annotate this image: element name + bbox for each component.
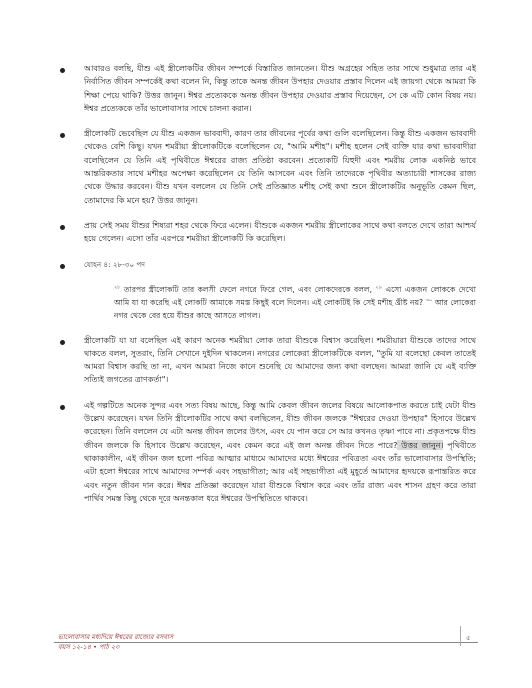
footer-title: ভালোবাসার মধ্যদিয়ে ঈশ্বরের রাজ্যের বসবাস <box>58 633 174 641</box>
verse-number: ৩০ <box>425 297 433 304</box>
answer-highlight: উত্তর জানুন। <box>397 439 444 450</box>
list-item <box>84 62 476 115</box>
list-item <box>84 258 476 322</box>
bullet-icon <box>60 225 65 230</box>
bullet-icon <box>60 405 65 410</box>
paragraph-3 <box>84 219 476 246</box>
paragraph-5 <box>84 399 476 505</box>
list-item <box>84 219 476 246</box>
paragraph-2 <box>84 127 476 207</box>
bullet-icon <box>60 133 65 138</box>
paragraph-text: আবারও বলছি, যীশু এই স্ত্রীলোকটির জীবন সম্পর্কে বিস্তারিত জানতেন। যীশু অগ্রহের সহিত তার সাথে শুধুমাত্র তার এই নির্বাসিত জীবন সম্পর্কেই কথা বলেন নি, কিন্তু তাকে অনন্ত জীবন উপহার দেওয়ার প্রস্তাব দিলেন এই জায়গা থেকে আমরা কি শিক্ষা পেয়ে থাকি? উত্তর জানুন। <box>84 63 476 100</box>
bullet-icon <box>60 68 65 73</box>
paragraph-text: এই গল্পটিতে অনেক সুন্দর এবং সত্য বিষয় আছে, কিন্তু আমি কেবল জীবন জলের বিষয়ে আলোকপাত করতে চাই যেটা যীশু উল্লেখ করেছেন। যখন তিনি স্ত্রীলোকটির সাথে কথা বলছিলেন, যীশু জীবন জলকে "ঈশ্বরের দেওয়া উপহার" হিসাবে উল্লেখ করেছেন। তিনি বললেন যে এটা অনন্ত জীবন জলের উৎস, এবং যে পান করে সে আর কখনও তৃষ্ণা পাবে না। প্রকৃতপক্ষে যীশু জীবন জলকে কি হিসাবে উল্লেখ করেছেন, এবং কেমন করে এই জল অনন্ত জীবন দিতে পারে? <box>84 399 476 450</box>
paragraph-answer: উত্তর জানুন। <box>154 194 198 205</box>
page-number: ৫ <box>466 634 471 642</box>
scripture-reference: যোহন ৪: ২৮-৩০ পদ <box>84 259 146 269</box>
list-item <box>84 399 476 505</box>
scripture-text: তারপর স্ত্রীলোকটি তার কলসী ফেলে নগরে ফিরে গেল, এবং লোকদেরকে বলল, <box>120 284 376 294</box>
list-item <box>84 334 476 387</box>
verse-number: ২৯ <box>375 284 382 291</box>
scripture-text: আর লোকেরা নগর থেকে বের হয়ে যীশুর কাছে আসতে লাগল। <box>114 297 477 320</box>
bullet-icon <box>60 264 65 269</box>
paragraph-answer: পৃথিবীতে থাকাকালীন, এই জীবন জল হলো পবিত্র আত্মার মাধ্যমে আমাদের মধ্যে ঈশ্বরের পবিত্রতা এবং তাঁর ভালোবাসার উপস্থিতি; এটা হলো ঈশ্বরের সাথে আমাদের সম্পর্ক এবং সহভাগীতা; আর এই সহভাগীতা এই মুহূর্তে আমাদের হৃদয়কে রূপান্তরিত করে এবং নতুন জীবন দান করে। ঈশ্বর প্রতিজ্ঞা করেছেন যারা যীশুকে বিশ্বাস করে এবং তাঁর রাজ্য এবং শাসন গ্রহণ করে তারা পার্থিব সমস্ত কিছু থেকে দূরে অনন্তকাল ধরে ঈশ্বরের উপস্থিতিতে থাকবে। <box>84 439 476 503</box>
paragraph-text: স্ত্রীলোকটি ভেবেছিল যে যীশু একজন ভাববাদী, কারণ তার জীবনের পূর্বের কথা গুলি বলেছিলেন। কিন্তু যীশু একজন ভাববাদী থেকেও বেশি কিছু। যখন শমরীয়া স্ত্রীলোকটিকে বলেছিলেন যে, "আমি মশীহ"। মশীহ হলেন সেই ব্যক্তি যার কথা ভাববাদীরা বলেছিলেন যে তিনি এই পৃথিবীতে ঈশ্বরের রাজ্য প্রতিষ্ঠা করবেন। প্রত্যেকটি যিহুদী এবং শমরীয় লোক একনিষ্ঠ ভাবে আন্তরিকতার সাথে মশীহর অপেক্ষা করেছিলেন যে তিনি আসবেন এবং তিনি তাদেরকে পৃথিবীর অত্যাচারী শাসকের রাজ্য থেকে উদ্ধার করবেন। যীশু যখন বললেন যে তিনি সেই প্রতিজ্ঞাত মশীহ সেই কথা শুনে স্ত্রীলোকটির অনুভূতি কেমন ছিল, তোমাদের কি মনে হয়? <box>84 128 476 205</box>
lesson-content <box>84 62 476 517</box>
paragraph-1 <box>84 62 476 115</box>
scripture-text: এসো একজন লোককে দেখো আমি যা যা করেছি এই লোকটি আমাকে সমস্ত কিছুই বলে দিলেন। এই লোকটিই কি সেই মশীহ খ্রীষ্ট নয়? <box>114 284 476 307</box>
list-item <box>84 127 476 207</box>
footer-subtitle: বয়স ১২-১৪ • পাঠ ২৩ <box>58 643 120 651</box>
bullet-icon <box>60 340 65 345</box>
footer-separator <box>460 626 461 646</box>
paragraph-text: প্রায় সেই সময় যীশুর শিষ্যরা শহর থেকে ফিরে এলেন। যীশুকে একজন শমরীয় স্ত্রীলোকের সাথে কথা বলতে দেখে তারা আশ্চর্য হয়ে গেলেন। এসো তাঁর এরপরে শমরীয়া স্ত্রীলোকটি কি করেছিল। <box>84 219 476 244</box>
verse-number: ২৮ <box>114 284 121 291</box>
paragraph-4: স্ত্রীলোকটি যা যা বলেছিল এই কারণ অনেক শমরীয়া লোক তারা যীশুকে বিশ্বাস করেছিল। শমরীয়ারা যীশুকে তাদের সাথে থাকতে বলল, সুতরাং, তিনি সেখানে দুইদিন থাকলেন। নগরের লোকেরা স্ত্রীলোকটিকে বলল, "তুমি যা বলেছো কেবল তাতেই আমরা বিশ্বাস করছি তা না, এখন আমরা নিজে কানে শুনেছি যে আমাদের জন্য কথা বলছেন। আমরা জানি যে এই ব্যক্তি সত্যিই জগতের ত্রাণকর্তা"। <box>84 334 476 385</box>
paragraph-answer: ঈশ্বর প্রত্যেককে অনন্ত জীবন উপহার দেওয়ার প্রস্তাব দিয়েছেন, সে কে এটি কোন বিষয় নয়। ঈশ্বর প্রত্যেককে তাঁর ভালোবাসার সাথে চালনা করান। <box>84 89 476 113</box>
scripture-passage <box>114 283 476 322</box>
